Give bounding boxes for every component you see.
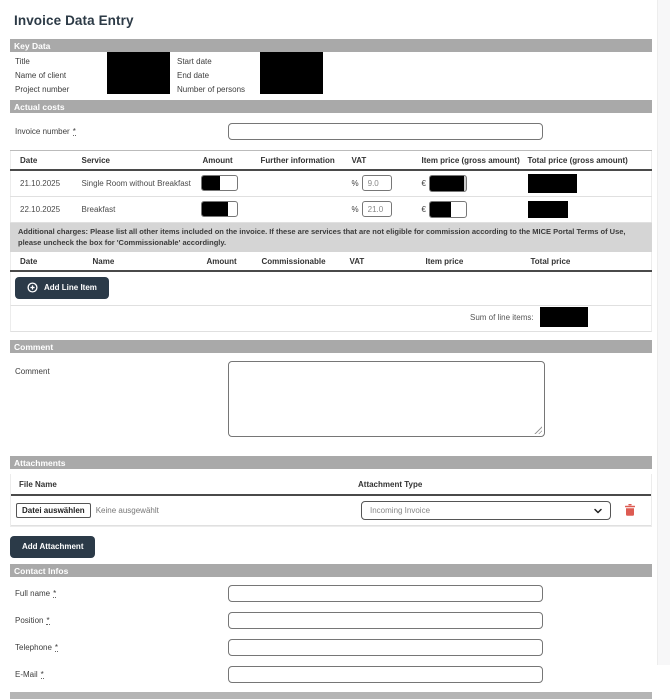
invoice-number-label: Invoice number * bbox=[15, 127, 76, 136]
delete-attachment-icon[interactable] bbox=[625, 504, 635, 516]
redacted-key-values-right bbox=[260, 52, 323, 94]
col-total-price: Total price (gross amount) bbox=[528, 151, 652, 171]
page-right-gutter bbox=[657, 0, 670, 665]
redacted-sum-value bbox=[540, 307, 588, 327]
choose-file-button[interactable]: Datei auswählen bbox=[16, 503, 91, 518]
chevron-down-icon bbox=[594, 508, 602, 514]
row1-amount-input[interactable] bbox=[201, 175, 238, 191]
additional-charges-note: Additional charges: Please list all other items included on the invoice. If these are services that are not eligible for commission according to the MICE Portal Terms of Use, please uncheck the box for 'Commissionable' accordingly. bbox=[10, 223, 652, 252]
redacted-item-price bbox=[430, 176, 464, 191]
costs-table-header bbox=[11, 151, 652, 171]
row1-further-info bbox=[261, 170, 352, 196]
section-bar-partial bbox=[10, 692, 652, 699]
row1-vat-input[interactable] bbox=[363, 176, 391, 190]
section-bar-contact-infos: Contact Infos bbox=[10, 564, 652, 577]
plus-circle-icon bbox=[27, 282, 38, 293]
row2-further-info bbox=[261, 196, 352, 222]
position-input[interactable] bbox=[228, 612, 543, 629]
col-date: Date bbox=[11, 151, 82, 171]
key-data-section bbox=[10, 52, 652, 97]
telephone-row bbox=[10, 638, 652, 656]
telephone-input[interactable] bbox=[228, 639, 543, 656]
comment-textarea-wrap bbox=[228, 361, 545, 437]
full-name-input[interactable] bbox=[228, 585, 543, 602]
row1-service: Single Room without Breakfast bbox=[82, 170, 203, 196]
email-label: E-Mail * bbox=[15, 669, 44, 679]
required-marker: * bbox=[72, 127, 76, 136]
col-commissionable: Commissionable bbox=[262, 252, 350, 271]
comment-label: Comment bbox=[15, 366, 50, 376]
euro-sign: € bbox=[421, 178, 426, 188]
attachments-table bbox=[10, 474, 652, 527]
line-items-header bbox=[11, 252, 652, 271]
redacted-amount bbox=[202, 176, 220, 190]
col-item-price: Item price bbox=[426, 252, 531, 271]
row2-vat-input[interactable] bbox=[363, 202, 391, 216]
line-items-table bbox=[10, 252, 652, 272]
invoice-form bbox=[10, 0, 652, 699]
resize-handle-icon[interactable] bbox=[534, 426, 542, 434]
col-name: Name bbox=[93, 252, 207, 271]
section-bar-attachments: Attachments bbox=[10, 456, 652, 469]
cost-row-2 bbox=[11, 196, 652, 222]
title-label: Title bbox=[15, 57, 30, 66]
required-marker: * bbox=[53, 588, 57, 598]
comment-textarea[interactable] bbox=[229, 362, 544, 436]
col-item-price: Item price (gross amount) bbox=[422, 151, 528, 171]
redacted-key-values-left bbox=[107, 52, 170, 94]
col-amount: Amount bbox=[203, 151, 261, 171]
cost-row-1 bbox=[11, 170, 652, 196]
persons-label: Number of persons bbox=[177, 85, 246, 94]
section-bar-comment: Comment bbox=[10, 340, 652, 353]
redacted-amount bbox=[202, 202, 228, 216]
add-line-item-row bbox=[10, 272, 652, 306]
percent-sign: % bbox=[351, 204, 359, 214]
sum-label: Sum of line items: bbox=[470, 312, 534, 322]
position-label: Position * bbox=[15, 615, 50, 625]
attachment-type-select[interactable] bbox=[361, 501, 611, 520]
full-name-label: Full name * bbox=[15, 588, 57, 598]
start-date-label: Start date bbox=[177, 57, 212, 66]
col-total-price: Total price bbox=[531, 252, 652, 271]
col-further-info: Further information bbox=[261, 151, 352, 171]
percent-sign: % bbox=[351, 178, 359, 188]
attachments-table-header bbox=[11, 474, 651, 496]
redacted-total-price bbox=[528, 174, 577, 193]
col-file-name: File Name bbox=[19, 479, 57, 489]
row1-vat-input-wrap bbox=[362, 175, 392, 191]
row2-amount-input[interactable] bbox=[201, 201, 238, 217]
required-marker: * bbox=[54, 642, 59, 652]
project-number-label: Project number bbox=[15, 85, 70, 94]
sum-of-line-items-row bbox=[10, 306, 652, 332]
redacted-item-price bbox=[430, 202, 451, 217]
required-marker: * bbox=[40, 669, 44, 679]
selected-attachment-type: Incoming Invoice bbox=[370, 505, 431, 515]
file-status-text: Keine ausgewählt bbox=[95, 505, 159, 515]
col-attachment-type: Attachment Type bbox=[358, 479, 423, 489]
col-service: Service bbox=[82, 151, 203, 171]
add-attachment-button[interactable]: Add Attachment bbox=[10, 536, 95, 558]
euro-sign: € bbox=[421, 204, 426, 214]
col-vat: VAT bbox=[350, 252, 426, 271]
comment-section bbox=[10, 361, 652, 445]
col-vat: VAT bbox=[352, 151, 422, 171]
row1-date: 21.10.2025 bbox=[11, 170, 82, 196]
row2-date: 22.10.2025 bbox=[11, 196, 82, 222]
section-bar-actual-costs: Actual costs bbox=[10, 100, 652, 113]
redacted-total-price bbox=[528, 201, 568, 218]
key-data-labels-right bbox=[177, 52, 260, 97]
section-bar-key-data: Key Data bbox=[10, 39, 652, 52]
attachment-row bbox=[11, 496, 651, 526]
row2-service: Breakfast bbox=[82, 196, 203, 222]
position-row bbox=[10, 611, 652, 629]
end-date-label: End date bbox=[177, 71, 210, 80]
required-marker: * bbox=[46, 615, 50, 625]
costs-table bbox=[10, 150, 652, 223]
row2-vat-input-wrap bbox=[362, 201, 392, 217]
invoice-number-input[interactable] bbox=[228, 123, 543, 140]
row2-item-price-input[interactable] bbox=[429, 201, 467, 218]
invoice-number-row bbox=[10, 123, 652, 143]
col-amount: Amount bbox=[207, 252, 262, 271]
telephone-label: Telephone * bbox=[15, 642, 59, 652]
add-line-item-button[interactable]: Add Line Item bbox=[15, 277, 109, 299]
email-row bbox=[10, 665, 652, 683]
key-data-labels-left bbox=[15, 52, 107, 97]
client-label: Name of client bbox=[15, 71, 67, 80]
row1-item-price-input[interactable] bbox=[429, 175, 467, 192]
col-date: Date bbox=[11, 252, 93, 271]
full-name-row bbox=[10, 584, 652, 602]
contact-section bbox=[10, 584, 652, 683]
page-title: Invoice Data Entry bbox=[14, 13, 134, 28]
email-input[interactable] bbox=[228, 666, 543, 683]
